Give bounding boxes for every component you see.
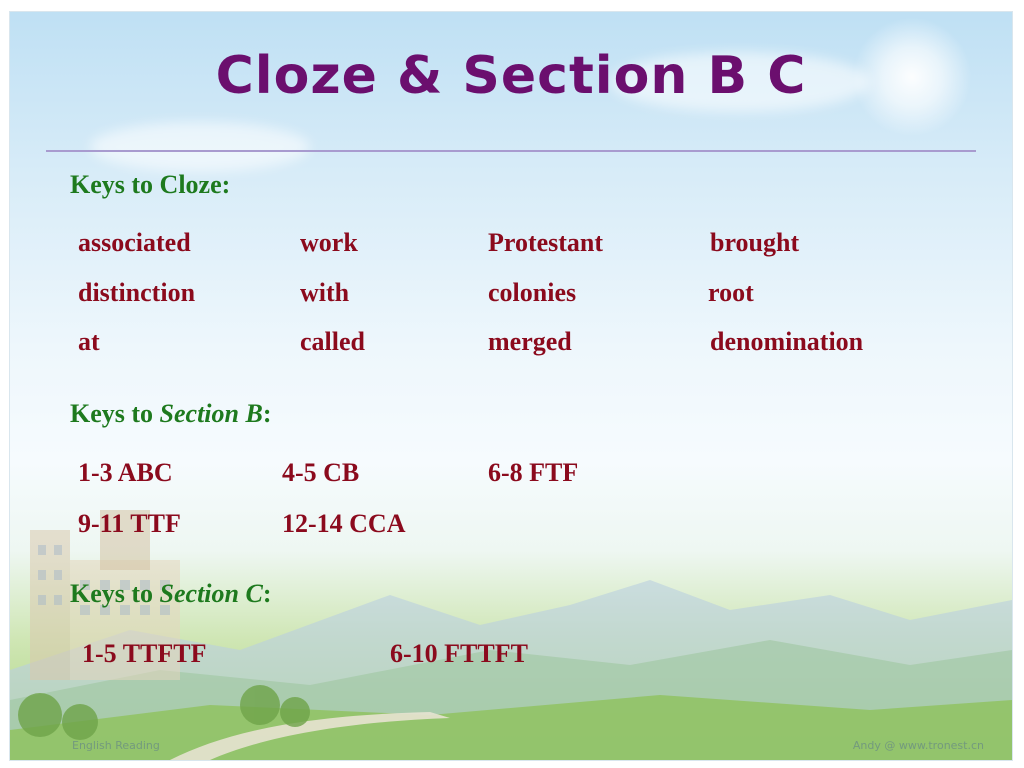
- section-b-answer: 6-8 FTF: [488, 458, 579, 487]
- title-divider: [46, 150, 976, 152]
- heading-section-name: Section C: [159, 579, 263, 608]
- cloze-answer: with: [300, 278, 350, 307]
- section-b-answer: 4-5 CB: [282, 458, 360, 487]
- section-b-answer: 1-3 ABC: [78, 458, 173, 487]
- cloud: [90, 122, 310, 172]
- heading-prefix: Keys to: [70, 579, 160, 608]
- cloze-answer: work: [300, 228, 358, 257]
- cloze-answer: merged: [488, 327, 572, 356]
- section-c-answer: 1-5 TTFTF: [82, 639, 207, 668]
- slide-title: Cloze & Section B C: [215, 46, 807, 106]
- heading-prefix: Keys to: [70, 399, 160, 428]
- section-b-answer: 9-11 TTF: [78, 509, 181, 538]
- cloze-answer: associated: [78, 228, 191, 257]
- section-b-answer: 12-14 CCA: [282, 509, 406, 538]
- cloze-answer: at: [78, 327, 100, 356]
- cloze-answer: colonies: [488, 278, 577, 307]
- heading-suffix: :: [262, 579, 272, 608]
- section-c-answer: 6-10 FTTFT: [390, 639, 528, 668]
- footer-right: Andy @ www.tronest.cn: [852, 739, 984, 752]
- section-b-heading: [70, 399, 272, 429]
- cloze-answer: Protestant: [488, 228, 604, 257]
- section-c-heading: [70, 579, 272, 609]
- cloze-answer: called: [300, 327, 365, 356]
- cloze-answer: root: [708, 278, 754, 307]
- footer-left: English Reading: [72, 739, 160, 752]
- slide: [10, 12, 1012, 760]
- cloze-answer: denomination: [710, 327, 864, 356]
- cloze-answer: distinction: [78, 278, 196, 307]
- heading-section-name: Section B: [159, 399, 263, 428]
- cloze-answer: brought: [710, 228, 800, 257]
- cloze-heading: Keys to Cloze:: [70, 170, 231, 199]
- heading-suffix: :: [262, 399, 272, 428]
